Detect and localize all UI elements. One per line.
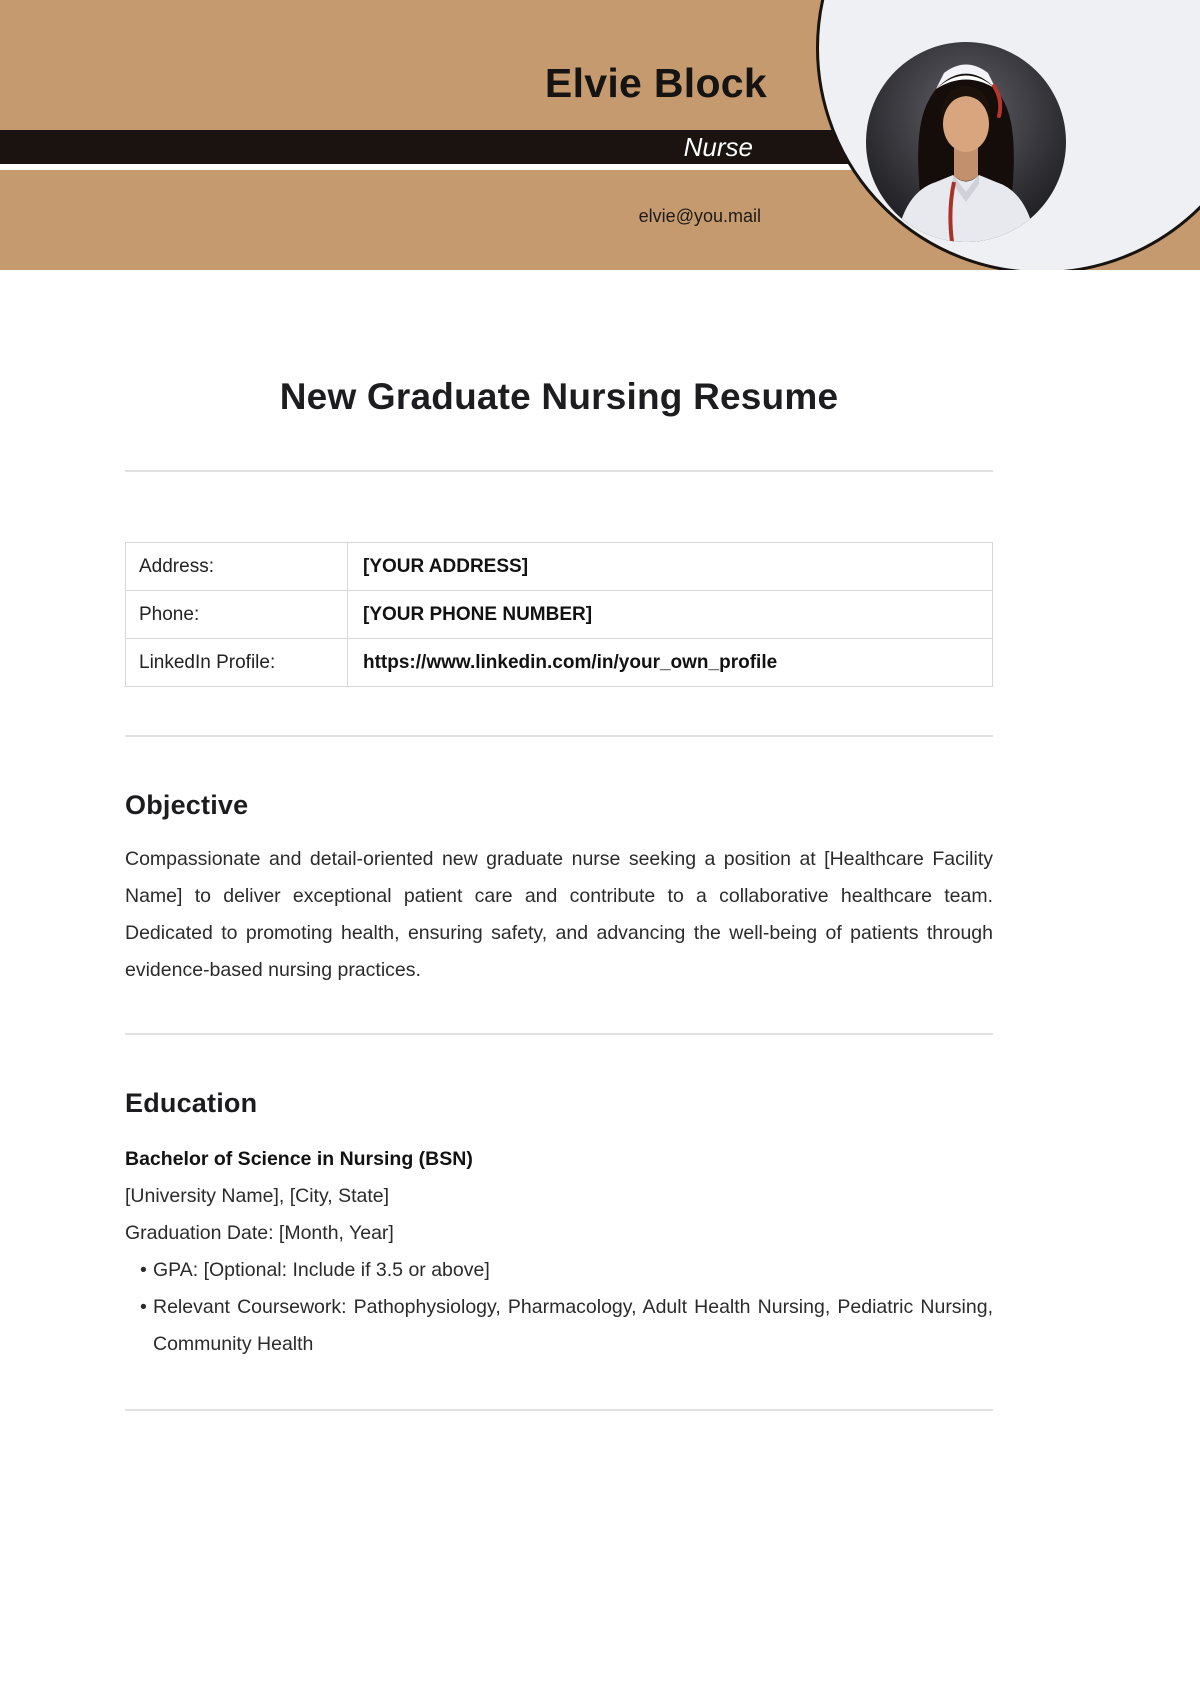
contact-row-address xyxy=(126,543,993,591)
contact-label-linkedin: LinkedIn Profile: xyxy=(126,639,348,687)
nurse-portrait-illustration xyxy=(866,42,1066,242)
education-degree: Bachelor of Science in Nursing (BSN) xyxy=(125,1148,473,1170)
contact-label-phone: Phone: xyxy=(126,591,348,639)
divider xyxy=(125,470,993,472)
contact-row-linkedin xyxy=(126,639,993,687)
divider xyxy=(125,1033,993,1035)
profile-photo xyxy=(866,42,1066,242)
linkedin-link[interactable]: https://www.linkedin.com/in/your_own_profile xyxy=(348,639,993,687)
objective-heading: Objective xyxy=(125,790,249,820)
education-heading: Education xyxy=(125,1088,258,1118)
contact-table xyxy=(125,542,993,687)
contact-value-address: [YOUR ADDRESS] xyxy=(348,543,993,591)
person-role: Nurse xyxy=(683,132,753,162)
education-bullet-gpa xyxy=(125,1252,993,1289)
header-banner xyxy=(0,0,1200,270)
education-institution: [University Name], [City, State] xyxy=(125,1185,390,1207)
objective-paragraph: Compassionate and detail-oriented new graduate nurse seeking a position at [Healthcare Facility Name] to deliver exceptional patient care and contribute to a collaborative healthcare team. Dedicated to promoting health, ensuring safety, and advancing the well-being of patients through evidence-based nursing practices. xyxy=(125,848,993,981)
header-text-block xyxy=(167,0,767,270)
contact-row-phone xyxy=(126,591,993,639)
education-bullet-coursework-text: • Relevant Coursework: Pathophysiology, Pharmacology, Adult Health Nursing, Pediatric Nursing, Community Health xyxy=(153,1296,993,1355)
document-title: New Graduate Nursing Resume xyxy=(279,376,839,417)
person-email: elvie@you.mail xyxy=(638,206,761,226)
contact-value-phone: [YOUR PHONE NUMBER] xyxy=(348,591,993,639)
education-bullet-coursework xyxy=(125,1289,993,1363)
person-name: Elvie Block xyxy=(544,60,767,106)
divider xyxy=(125,1409,993,1411)
divider xyxy=(125,735,993,737)
education-bullet-gpa-text: • GPA: [Optional: Include if 3.5 or above] xyxy=(153,1259,490,1281)
contact-label-address: Address: xyxy=(126,543,348,591)
education-graduation-date: Graduation Date: [Month, Year] xyxy=(125,1222,394,1244)
resume-body xyxy=(125,374,993,1411)
